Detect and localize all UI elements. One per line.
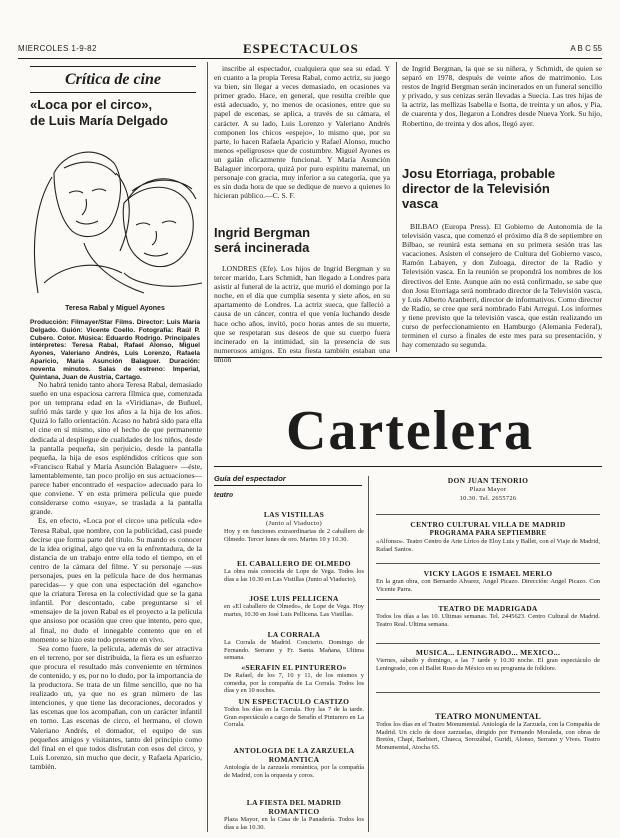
review-continuation-text: inscribe al espectador, cualquiera que sea su edad. Y en cuanto a la propia Teresa Rabal, como actriz, su juego va bien, sin llegar a veces demasiado, en ocasiones va primer grado. Hace, en general, que resulta creíble que está adecuado, y, no menos de ocasiones, entre que su papel de escenas, se aplica, a través de su cámara, el carácter. A su lado, Luis Lorenzo y Valeriano Andrés componen los chicos «espejo», lo mismo que, por su parte, lo hacen Rafaela Aparicio y Rafael Alonso, mucho menos «peligrosos» que de costumbre. Miguel Ayones es un galán eficazmente funcional. Y María Asunción Balaguer incorpora, quizá por puro espíritu maternal, un personaje con gracia, muy inferior a su categoría, que ya es sin duda hora de que se dedique de nuevo a quienes lo hicieran público.—C. S. F.: [214, 64, 390, 201]
cartelera-bottom-rule: [214, 466, 602, 467]
listing-right: [376, 569, 600, 593]
listing-name: LA CORRALA: [267, 630, 321, 639]
article-title-loca: [30, 97, 200, 129]
listing-text: De Rafael, de los 7, 10 y 11, de los mismos y comedia, por la compañía de La Corrala. Todos los días y en 10 noches.: [224, 672, 364, 695]
actors-sketch-illustration: [24, 133, 205, 303]
listing-name: TEATRO DE MADRIGADA: [438, 604, 538, 613]
listing-right: [376, 476, 600, 503]
article-title-line2: de Luis María Delgado: [30, 113, 168, 128]
column-rule-1: [207, 62, 208, 832]
listing-sub: (Junto al Viaducto): [265, 520, 323, 527]
listing-divider: [376, 643, 600, 644]
guia-header: [214, 474, 362, 499]
article-title-line1: «Loca por el circo»,: [30, 97, 153, 112]
listing-name: EL CABALLERO DE OLMEDO: [237, 559, 351, 568]
article-title-josu: [402, 166, 602, 211]
listing-text: en «El caballero de Olmedo», de Lope de Vega. Hoy martes, 10.30 en José Luis Pellicena. Las Vistillas.: [224, 603, 364, 618]
josu-title-line1: Josu Etorriaga, probable: [402, 166, 556, 181]
listing-name: TEATRO MONUMENTAL: [434, 711, 542, 721]
listing-name: LAS VISTILLAS: [263, 510, 325, 519]
listing-name: DON JUAN TENORIO: [447, 476, 529, 485]
page-header: [18, 41, 602, 59]
ingrid-article-text: LONDRES (Efe). Los hijos de Ingrid Bergman y su tercer marido, Lars Schmidt, han llegado a Londres para asistir al funeral de la actriz, que murió el domingo por la noche, en el día que cumplía sesenta y siete años, en su apartamento de Londres. La actriz sueca, que falleció a causa de un cáncer, contra el que venía luchando desde hace ocho años, invitó, poco horas antes de su muerte, que se respetaran sus deseos de que su cuerpo fuera incinerado en la intimidad, sin la presencia de sus numerosos amigos. En esta fiesta también estaban una unión: [214, 264, 390, 364]
listing-sub: Plaza Mayor: [469, 486, 507, 493]
listing-text: 10.30. Tel. 2655726: [459, 495, 517, 502]
listing-left: [224, 510, 364, 543]
josu-article-body: [402, 222, 602, 350]
section-title: ESPECTACULOS: [243, 41, 359, 56]
josu-title-line2: director de la Televisión: [402, 181, 550, 196]
listing-right: [376, 520, 600, 553]
critica-kicker: Crítica de cine: [65, 71, 161, 88]
listing-name: LA FIESTA DEL MADRID ROMANTICO: [246, 798, 342, 816]
listing-text: Plaza Mayor, en la Casa de la Panadería. Todos los días a las 10.30.: [224, 816, 364, 831]
listing-text: En la gran obra, con Bernardo Alvarez, Angel Picazo. Dirección: Angel Picazo. Con Vicente Parra.: [376, 578, 600, 593]
review-paragraph: Es, en efecto, «Loca por el circo» una película «de» Teresa Rabal, que nombre, con la publicidad, casi puede decirse que forma parte del título. Su mando es conocer de la idea original, algo que va en la enfrentadura, de la distancia de un trabajo entre ella todo el tiempo, en el centro de la cámara del filme. Y su personaje —sus personajes, pues en la película hace de dos hermanas parecidas— y que con una espectación del «gancho» que la criatura Teresa en la colectividad que se la gana infantil. Por descontado, cabe preguntarse si el «mensaje» de la joven Rabal es el proyecto a la película que ansioso por ocasión que creo que intento, pero que, al final, no dudo el innegable contento que en el momento se hizo este todo presente en vivo.: [30, 516, 202, 644]
listing-text: Viernes, sábado y domingo, a las 7 tarde y 10.30 noche. El gran espectáculo de Leningrado, con el Ballet Ruso de México en su programa de folklore.: [376, 657, 600, 672]
listing-text: Todos los días en el Teatro Monumental. Antología de la Zarzuela, con la Compañía de Madrid. Un ciclo de doce zarzuelas, dirigido por Fernando Moraleda, con obras de Bretón, Chapí, Barbieri, Chueca, Sorozábal, Guridi, Alonso, Serrano y Vives. Teatro Monumental, Atocha 65.: [376, 721, 600, 751]
listing-text: Todos los días a las 10. Ultimas semanas. Tel. 2445623. Centro Cultural de Madrid. Teatro Real. Ultima semana.: [376, 613, 600, 628]
ingrid-continuation-text: de Ingrid Bergman, la que se su niñera, y Schmidt, de quien se separó en 1978, después de veinte años de matrimonio. Los restos de Ingrid Bergman serán incinerados en un funeral sencillo y privado, y sus cenizas serán llevadas a Suecia. Las tres hijas de la actriz, las mellizas Isabella e Isotta, de treinta y un años, y Pia, de cuarenta y dos, llegaron a Londres desde Nueva York. Su hijo, Robertino, de treinta y dos años, llegó ayer.: [402, 64, 602, 128]
review-body: [30, 380, 202, 830]
cartelera-top-rule: [214, 357, 602, 358]
listing-name: ANTOLOGIA DE LA ZARZUELA ROMANTICA: [233, 746, 355, 764]
ingrid-article-body: [214, 264, 390, 364]
josu-article-text: BILBAO (Europa Press). El Gobierno de Autonomía de la televisión vasca, que comenzó el próximo día 8 de septiembre en Bilbao, se reunirá esta semana en su primera sesión tras las vacaciones. Asisten el consejero de Cultura del Gobierno vasco, Ramón Labayen, y don Zuloaga, director de la Radio y Televisión vasca. En la reunión se propondrá los nombres de los directivos del Ente. Aunque aún no está confirmado, se sabe que don Josu Etorriaga será nombrado director de la Televisión vasca, y Luis Alberto Aranberri, director de informativos. Como director de Radio, se cree que será nombrado Fabi Arregui. Los informes y tiene previsto que la televisión vasca, que están realizando un curso de perfeccionamiento en Hamburgo (Alemania Federal), terminen el curso a finales de este mes para su presentación, y hay comenzado su segunda.: [402, 222, 602, 350]
listing-text: Hoy y en funciones extraordinarias de 2 caballero de Olmedo. Tercer lunes de oro. Martes 10 y 10.30.: [224, 528, 364, 543]
listing-name: CENTRO CULTURAL VILLA DE MADRID: [410, 520, 566, 529]
listing-name: JOSE LUIS PELLICENA: [249, 594, 339, 603]
listing-left: [224, 746, 364, 779]
listing-name: «SERAFIN EL PINTURERO»: [241, 663, 347, 672]
critica-kicker-box: [30, 66, 196, 93]
listing-divider: [376, 599, 600, 600]
ingrid-continuation: [402, 64, 602, 152]
listing-text: La obra más conocida de Lope de Vega. Todos los días a las 10.30 en Las Vistillas (Junto al Viaducto).: [224, 568, 364, 583]
film-credits: Producción: Filmayer/Star Films. Director: Luis María Delgado. Guión: Vicente Coello. Fotografía: Raúl P. Cubero. Color. Música: Eduardo Rodrigo. Principales intérpretes: Teresa Rabal, Rafael Alonso, Miguel Ayones, Valeriano Andrés, Luis Lorenzo, Rafaela Aparicio, María Asunción Balaguer. Duración: noventa minutos. Salas de estreno: Imperial, Quintana, Juan de Austria, Cartago.: [30, 319, 200, 381]
review-paragraph: Sea como fuere, la película, además de ser atractiva en el terreno, por ser distribuida, la fiera es un esfuerzo que procura el resultado más conveniente en términos de contenido, y es, por no lo dudo, por la importancia de la productora. Se trata de un filme sencillo, que no ha realizado un, ya que no es gran número de las intenciones, y que tiene las decoraciones, decorados y las escenas que los acompañan, con un carácter infantil en torno. Las escenas de circo, el hermano, el clown Valeriano Andrés, el domador, el equipo de sus pequeños amigos y visitantes, tanto del principio como del final en el que todos disfrutan con esos del circo, y Luis Lorenzo, sin mucho que decir, y Rafaela Aparicio, también.: [30, 643, 202, 771]
listing-left: [224, 663, 364, 695]
guia-title: Guía del espectador: [214, 474, 362, 486]
listing-sub: PROGRAMA PARA SEPTIEMBRE: [429, 529, 547, 537]
listing-text: Todos los días en la Corrala. Hoy las 7 de la tarde. Gran espectáculo a cargo de Serafín el Pinturero en La Corrala.: [224, 706, 364, 729]
listing-name: UN ESPECTACULO CASTIZO: [238, 697, 350, 706]
listing-left: [224, 559, 364, 583]
ingrid-title-line1: Ingrid Bergman: [214, 225, 311, 240]
listing-left: [224, 798, 364, 831]
article-title-ingrid: [214, 225, 386, 255]
listing-divider: [376, 692, 600, 693]
listing-text: La Corrala de Madrid. Concierto. Domingo de Fernando. Serrano y Fr. Santa. Mañana, Ultima semana.: [224, 639, 364, 662]
josu-title-line3: vasca: [402, 196, 439, 211]
ingrid-title-line2: será incinerada: [214, 240, 310, 255]
column-rule-2: [396, 62, 397, 352]
listing-left: [224, 630, 364, 662]
listing-name: VICKY LAGOS E ISMAEL MERLO: [423, 569, 553, 578]
listing-right: [376, 648, 600, 672]
sketch-caption: Teresa Rabal y Miguel Ayones: [65, 305, 165, 312]
listing-right: [376, 604, 600, 628]
listing-left: [224, 697, 364, 729]
cartelera-title: Cartelera: [285, 400, 535, 462]
listing-left: [224, 594, 364, 618]
listing-text: «Alfonso». Teatro Centro de Arte Lírico de Eloy Luis y Ballet, con el Viaje de Madrid, Rafael Santos.: [376, 538, 600, 553]
review-paragraph: No habrá tenido tanto ahora Teresa Rabal, demasiado sueño en una espaciosa carrera fílmica que, comenzada por un temprana edad en la «Viridiana», de Buñuel, sufrió más tarde y que los años a la hija de los años. Quizá lo fallo orientación. Acaso no habrá sido para ella el cine en sí mismo, sino el hecho de que permanente dedicada al despliegue de cualidades de los niños, desde la pantalla pequeña, sin perjuicio, desde la pantalla pequeña, la hija de esos espléndidos críticos que son «Francisco Rabal y María Asunción Balaguer» —éste, lamentablemente, tan poco prolijo en sus actuaciones— parece haber encontrado el «espacio» adecuado para lo que conviene. Y en esta primera película que puede considerarse como «suya», se traslada a la pantalla grande.: [30, 380, 202, 517]
review-continuation: [214, 64, 390, 201]
page-date: MIERCOLES 1-9-82: [18, 44, 97, 53]
teatro-label: teatro: [214, 490, 234, 499]
page-brand: A B C 55: [570, 44, 602, 53]
listing-divider: [376, 563, 600, 564]
listing-divider: [376, 514, 600, 515]
column-rule-3: [368, 476, 369, 832]
listing-name: MUSICA... LENINGRADO... MEXICO...: [415, 648, 561, 657]
listing-right: [376, 712, 600, 751]
listing-text: Antología de la zarzuela romántica, por la compañía de Madrid, con la orquesta y coros.: [224, 764, 364, 779]
